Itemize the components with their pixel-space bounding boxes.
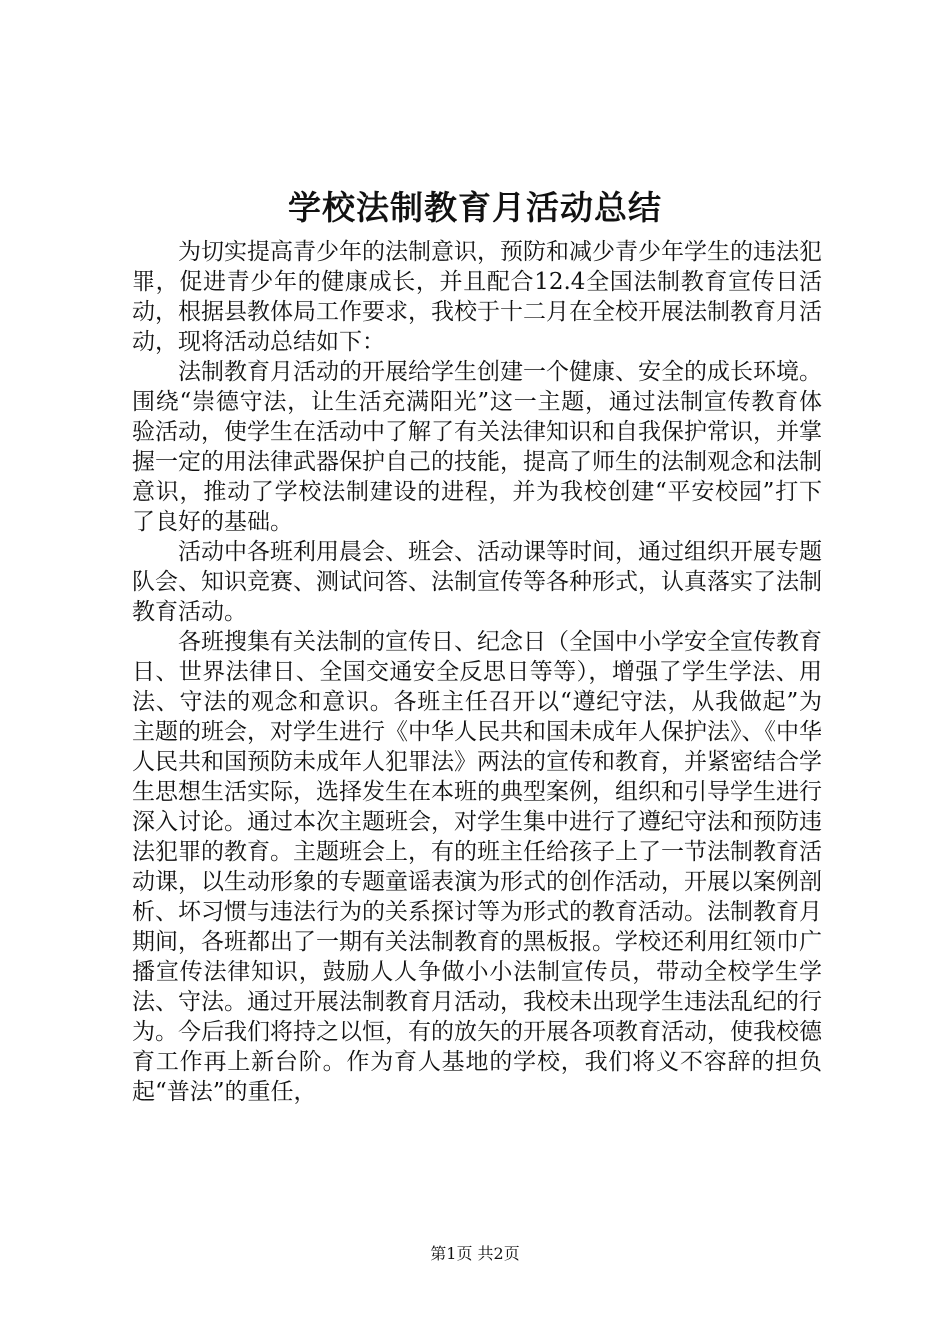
document-title: 学校法制教育月活动总结 [288,188,662,227]
paragraph-goal: 法制教育月活动的开展给学生创建一个健康、安全的成长环境。围绕“崇德守法，让生活充满阳光”这一主题，通过法制宣传教育体验活动，使学生在活动中了解了有关法律知识和自我保护常识，并掌握一定的用法律武器保护自己的技能，提高了师生的法制观念和法制意识，推动了学校法制建设的进程，并为我校创建“平安校园”打下了良好的基础。 [132,359,822,535]
paragraph-intro: 为切实提高青少年的法制意识，预防和减少青少年学生的违法犯罪，促进青少年的健康成长，并且配合12.4全国法制教育宣传日活动，根据县教体局工作要求，我校于十二月在全校开展法制教育月活动，现将活动总结如下： [132,239,822,355]
paragraph-details: 各班搜集有关法制的宣传日、纪念日（全国中小学安全宣传教育日、世界法律日、全国交通安全反思日等等），增强了学生学法、用法、守法的观念和意识。各班主任召开以“遵纪守法，从我做起”为主题的班会，对学生进行《中华人民共和国未成年人保护法》、《中华人民共和国预防未成年人犯罪法》两法的宣传和教育，并紧密结合学生思想生活实际，选择发生在本班的典型案例，组织和引导学生进行深入讨论。通过本次主题班会，对学生集中进行了遵纪守法和预防违法犯罪的教育。主题班会上，有的班主任给孩子上了一节法制教育活动课，以生动形象的专题童谣表演为形式的创作活动，开展以案例剖析、坏习惯与违法行为的关系探讨等为形式的教育活动。法制教育月期间，各班都出了一期有关法制教育的黑板报。学校还利用红领巾广播宣传法律知识，鼓励人人争做小小法制宣传员，带动全校学生学法、守法。通过开展法制教育月活动，我校未出现学生违法乱纪的行为。今后我们将持之以恒，有的放矢的开展各项教育活动，使我校德育工作再上新台阶。作为育人基地的学校，我们将义不容辞的担负起“普法”的重任， [132,629,822,1105]
page-footer: 第1页 共2页 [430,1244,520,1263]
paragraph-activities: 活动中各班利用晨会、班会、活动课等时间，通过组织开展专题队会、知识竞赛、测试问答、法制宣传等各种形式，认真落实了法制教育活动。 [132,539,822,625]
document-body [132,237,822,1107]
